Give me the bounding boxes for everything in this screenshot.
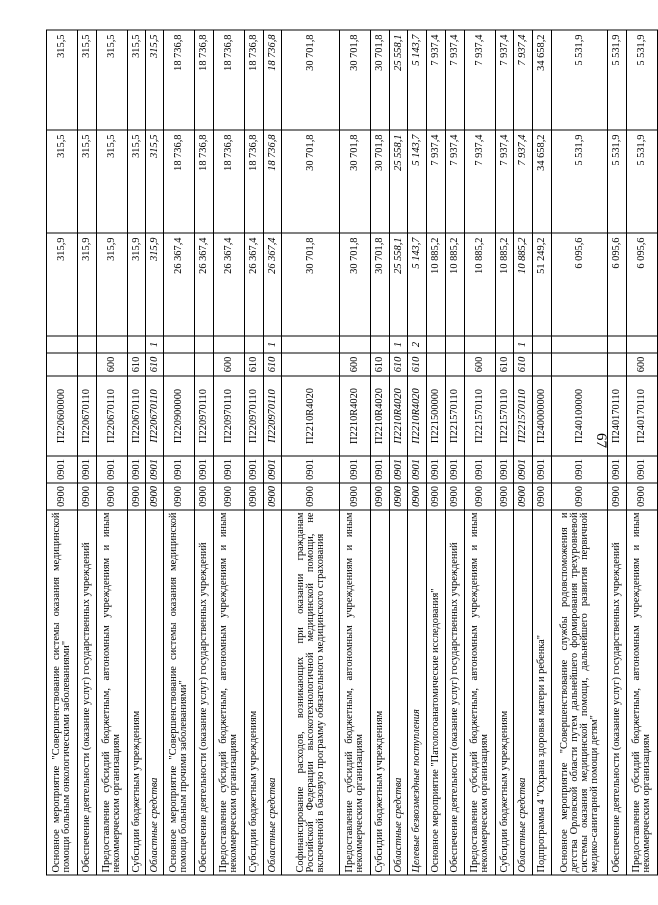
amount-year-1: 26 367,4 — [245, 233, 264, 336]
amount-year-2: 5 143,7 — [408, 130, 427, 233]
amount-year-2: 315,5 — [146, 130, 164, 233]
amount-year-1: 315,9 — [128, 233, 146, 336]
amount-year-3: 315,5 — [78, 30, 97, 130]
expense-type-code — [78, 353, 97, 376]
amount-year-1: 315,9 — [97, 233, 128, 336]
expense-type-code — [164, 353, 195, 376]
target-article-code: П220670110 — [78, 376, 97, 456]
amount-year-1: 6 095,6 — [552, 233, 608, 336]
expense-type-code: 610 — [408, 353, 427, 376]
grbs-code: 0900 — [390, 483, 408, 510]
funding-source-code — [195, 336, 214, 353]
target-article-code: П2210R4020 — [371, 376, 390, 456]
grbs-code: 0900 — [78, 483, 97, 510]
grbs-code: 0900 — [552, 483, 608, 510]
page-number: 67 — [593, 433, 609, 448]
expense-type-code — [608, 353, 627, 376]
amount-year-1: 10 885,2 — [496, 233, 514, 336]
expense-type-code — [427, 353, 446, 376]
funding-source-code: 2 — [408, 336, 427, 353]
funding-source-code — [552, 336, 608, 353]
amount-year-2: 315,5 — [78, 130, 97, 233]
target-article-code: П2210R4020 — [390, 376, 408, 456]
section-code: 0901 — [627, 456, 658, 483]
expense-type-code: 610 — [371, 353, 390, 376]
amount-year-3: 18 736,8 — [195, 30, 214, 130]
expense-type-code: 610 — [146, 353, 164, 376]
amount-year-3: 7 937,4 — [465, 30, 496, 130]
row-name: Предоставление субсидий бюджетным, автономным учреждениям и иным некоммерческим организациям — [97, 510, 128, 875]
grbs-code: 0900 — [146, 483, 164, 510]
expense-type-code: 610 — [496, 353, 514, 376]
amount-year-1: 5 143,7 — [408, 233, 427, 336]
row-name: Обеспечение деятельности (оказание услуг) государственных учреждений — [195, 510, 214, 875]
row-name: Областные средства — [264, 510, 282, 875]
amount-year-1: 30 701,8 — [340, 233, 371, 336]
grbs-code: 0900 — [264, 483, 282, 510]
target-article-code: П2210R4020 — [408, 376, 427, 456]
expense-type-code — [552, 353, 608, 376]
funding-source-code — [465, 336, 496, 353]
table-row — [408, 30, 427, 875]
expense-type-code — [282, 353, 340, 376]
amount-year-3: 18 736,8 — [164, 30, 195, 130]
row-name: Основное мероприятие "Совершенствование системы оказания медицинской помощи больным онкологическими заболеваниями" — [47, 510, 78, 875]
grbs-code: 0900 — [195, 483, 214, 510]
grbs-code: 0900 — [496, 483, 514, 510]
table-row — [608, 30, 627, 875]
section-code: 0901 — [465, 456, 496, 483]
funding-source-code — [446, 336, 465, 353]
grbs-code: 0900 — [427, 483, 446, 510]
table-row — [195, 30, 214, 875]
row-name: Областные средства — [514, 510, 533, 875]
amount-year-2: 18 736,8 — [264, 130, 282, 233]
table-row — [427, 30, 446, 875]
grbs-code: 0900 — [340, 483, 371, 510]
section-code: 0901 — [214, 456, 245, 483]
target-article-code: П221570110 — [496, 376, 514, 456]
table-row — [514, 30, 533, 875]
expense-type-code: 600 — [465, 353, 496, 376]
grbs-code: 0900 — [446, 483, 465, 510]
row-name: Областные средства — [146, 510, 164, 875]
table-row — [496, 30, 514, 875]
section-code: 0901 — [47, 456, 78, 483]
amount-year-2: 7 937,4 — [465, 130, 496, 233]
section-code: 0901 — [78, 456, 97, 483]
amount-year-3: 5 531,9 — [608, 30, 627, 130]
amount-year-3: 5 531,9 — [552, 30, 608, 130]
section-code: 0901 — [97, 456, 128, 483]
funding-source-code — [427, 336, 446, 353]
target-article-code: П220970110 — [264, 376, 282, 456]
expense-type-code: 610 — [245, 353, 264, 376]
target-article-code: П221570110 — [514, 376, 533, 456]
amount-year-2: 34 658,2 — [533, 130, 552, 233]
amount-year-3: 315,5 — [47, 30, 78, 130]
funding-source-code — [627, 336, 658, 353]
section-code: 0901 — [371, 456, 390, 483]
grbs-code: 0900 — [128, 483, 146, 510]
expense-type-code: 600 — [627, 353, 658, 376]
amount-year-1: 6 095,6 — [627, 233, 658, 336]
row-name: Обеспечение деятельности (оказание услуг) государственных учреждений — [446, 510, 465, 875]
table-row — [552, 30, 608, 875]
section-code: 0901 — [164, 456, 195, 483]
section-code: 0901 — [195, 456, 214, 483]
amount-year-2: 5 531,9 — [552, 130, 608, 233]
expense-type-code: 600 — [97, 353, 128, 376]
section-code: 0901 — [264, 456, 282, 483]
budget-table-body — [47, 30, 658, 875]
row-name: Субсидии бюджетным учреждениям — [245, 510, 264, 875]
section-code: 0901 — [282, 456, 340, 483]
amount-year-1: 30 701,8 — [282, 233, 340, 336]
target-article-code: П220900000 — [164, 376, 195, 456]
table-row — [371, 30, 390, 875]
expense-type-code — [533, 353, 552, 376]
row-name: Предоставление субсидий бюджетным, автономным учреждениям и иным некоммерческим организациям — [465, 510, 496, 875]
row-name: Областные средства — [390, 510, 408, 875]
table-row — [245, 30, 264, 875]
amount-year-1: 10 885,2 — [465, 233, 496, 336]
row-name: Предоставление субсидий бюджетным, автономным учреждениям и иным некоммерческим организациям — [340, 510, 371, 875]
funding-source-code — [47, 336, 78, 353]
table-row — [533, 30, 552, 875]
amount-year-3: 7 937,4 — [446, 30, 465, 130]
table-row — [264, 30, 282, 875]
funding-source-code — [608, 336, 627, 353]
section-code: 0901 — [340, 456, 371, 483]
target-article-code: П220600000 — [47, 376, 78, 456]
expense-type-code — [195, 353, 214, 376]
expense-type-code: 610 — [514, 353, 533, 376]
grbs-code: 0900 — [533, 483, 552, 510]
table-row — [465, 30, 496, 875]
funding-source-code — [128, 336, 146, 353]
amount-year-1: 10 885,2 — [514, 233, 533, 336]
amount-year-2: 18 736,8 — [195, 130, 214, 233]
expense-type-code: 600 — [214, 353, 245, 376]
funding-source-code — [214, 336, 245, 353]
funding-source-code: 1 — [146, 336, 164, 353]
section-code: 0901 — [146, 456, 164, 483]
amount-year-3: 315,5 — [97, 30, 128, 130]
funding-source-code: 1 — [264, 336, 282, 353]
funding-source-code — [282, 336, 340, 353]
target-article-code: П240100000 — [552, 376, 608, 456]
amount-year-1: 10 885,2 — [427, 233, 446, 336]
amount-year-2: 18 736,8 — [214, 130, 245, 233]
grbs-code: 0900 — [164, 483, 195, 510]
table-row — [390, 30, 408, 875]
table-row — [78, 30, 97, 875]
target-article-code: П220970110 — [245, 376, 264, 456]
section-code: 0901 — [514, 456, 533, 483]
budget-table-container — [46, 30, 652, 875]
row-name: Субсидии бюджетным учреждениям — [496, 510, 514, 875]
amount-year-2: 7 937,4 — [496, 130, 514, 233]
table-row — [627, 30, 658, 875]
amount-year-3: 30 701,8 — [282, 30, 340, 130]
target-article-code: П220970110 — [195, 376, 214, 456]
amount-year-2: 18 736,8 — [164, 130, 195, 233]
target-article-code: П240170110 — [608, 376, 627, 456]
amount-year-1: 315,9 — [47, 233, 78, 336]
table-row — [214, 30, 245, 875]
expense-type-code: 610 — [390, 353, 408, 376]
funding-source-code — [340, 336, 371, 353]
funding-source-code: 1 — [390, 336, 408, 353]
expense-type-code: 610 — [128, 353, 146, 376]
table-row — [128, 30, 146, 875]
funding-source-code — [496, 336, 514, 353]
amount-year-2: 315,5 — [128, 130, 146, 233]
amount-year-1: 315,9 — [78, 233, 97, 336]
amount-year-2: 7 937,4 — [514, 130, 533, 233]
amount-year-1: 26 367,4 — [214, 233, 245, 336]
amount-year-3: 18 736,8 — [214, 30, 245, 130]
section-code: 0901 — [128, 456, 146, 483]
row-name: Субсидии бюджетным учреждениям — [128, 510, 146, 875]
section-code: 0901 — [552, 456, 608, 483]
amount-year-1: 315,9 — [146, 233, 164, 336]
amount-year-2: 30 701,8 — [282, 130, 340, 233]
funding-source-code — [371, 336, 390, 353]
grbs-code: 0900 — [408, 483, 427, 510]
table-row — [340, 30, 371, 875]
amount-year-3: 315,5 — [128, 30, 146, 130]
row-name: Предоставление субсидий бюджетным, автономным учреждениям и иным некоммерческим организациям — [627, 510, 658, 875]
grbs-code: 0900 — [47, 483, 78, 510]
budget-table — [46, 29, 658, 875]
table-row — [446, 30, 465, 875]
row-name: Целевые безвозмездные поступления — [408, 510, 427, 875]
row-name: Подпрограмма 4 "Охрана здоровья матери и ребенка" — [533, 510, 552, 875]
section-code: 0901 — [608, 456, 627, 483]
target-article-code: П2210R4020 — [340, 376, 371, 456]
amount-year-1: 26 367,4 — [164, 233, 195, 336]
row-name: Обеспечение деятельности (оказание услуг) государственных учреждений — [78, 510, 97, 875]
grbs-code: 0900 — [282, 483, 340, 510]
amount-year-2: 5 531,9 — [627, 130, 658, 233]
table-row — [146, 30, 164, 875]
funding-source-code — [164, 336, 195, 353]
funding-source-code — [245, 336, 264, 353]
amount-year-3: 5 531,9 — [627, 30, 658, 130]
amount-year-2: 315,5 — [97, 130, 128, 233]
amount-year-3: 30 701,8 — [371, 30, 390, 130]
funding-source-code — [78, 336, 97, 353]
section-code: 0901 — [245, 456, 264, 483]
grbs-code: 0900 — [245, 483, 264, 510]
target-article-code: П221570110 — [446, 376, 465, 456]
grbs-code: 0900 — [608, 483, 627, 510]
funding-source-code — [533, 336, 552, 353]
row-name: Основное мероприятие "Патологоанатомические исследования" — [427, 510, 446, 875]
row-name: Субсидии бюджетным учреждениям — [371, 510, 390, 875]
amount-year-1: 51 249,2 — [533, 233, 552, 336]
grbs-code: 0900 — [371, 483, 390, 510]
section-code: 0901 — [533, 456, 552, 483]
amount-year-1: 30 701,8 — [371, 233, 390, 336]
section-code: 0901 — [496, 456, 514, 483]
expense-type-code — [446, 353, 465, 376]
amount-year-2: 7 937,4 — [446, 130, 465, 233]
expense-type-code — [47, 353, 78, 376]
amount-year-1: 26 367,4 — [264, 233, 282, 336]
amount-year-1: 26 367,4 — [195, 233, 214, 336]
target-article-code: П220670110 — [146, 376, 164, 456]
grbs-code: 0900 — [214, 483, 245, 510]
amount-year-3: 315,5 — [146, 30, 164, 130]
amount-year-3: 34 658,2 — [533, 30, 552, 130]
amount-year-3: 18 736,8 — [245, 30, 264, 130]
target-article-code: П240170110 — [627, 376, 658, 456]
funding-source-code — [97, 336, 128, 353]
expense-type-code: 610 — [264, 353, 282, 376]
amount-year-2: 30 701,8 — [340, 130, 371, 233]
amount-year-3: 25 558,1 — [390, 30, 408, 130]
target-article-code: П221500000 — [427, 376, 446, 456]
amount-year-2: 18 736,8 — [245, 130, 264, 233]
amount-year-1: 25 558,1 — [390, 233, 408, 336]
amount-year-3: 18 736,8 — [264, 30, 282, 130]
target-article-code: П220670110 — [128, 376, 146, 456]
grbs-code: 0900 — [97, 483, 128, 510]
amount-year-1: 6 095,6 — [608, 233, 627, 336]
row-name: Основное мероприятие "Совершенствование системы оказания медицинской помощи больным прочими заболеваниями" — [164, 510, 195, 875]
amount-year-3: 7 937,4 — [514, 30, 533, 130]
section-code: 0901 — [408, 456, 427, 483]
amount-year-2: 5 531,9 — [608, 130, 627, 233]
amount-year-3: 30 701,8 — [340, 30, 371, 130]
table-row — [47, 30, 78, 875]
amount-year-3: 7 937,4 — [427, 30, 446, 130]
section-code: 0901 — [427, 456, 446, 483]
expense-type-code: 600 — [340, 353, 371, 376]
funding-source-code: 1 — [514, 336, 533, 353]
amount-year-2: 25 558,1 — [390, 130, 408, 233]
amount-year-1: 10 885,2 — [446, 233, 465, 336]
row-name: Софинансирование расходов, возникающих при оказании гражданам Российской Федерации высокотехнологичной медицинской помощи, не включенной в базовую программу обязательного медицинского страхования — [282, 510, 340, 875]
target-article-code: П220670110 — [97, 376, 128, 456]
table-row — [164, 30, 195, 875]
target-article-code: П240000000 — [533, 376, 552, 456]
section-code: 0901 — [446, 456, 465, 483]
target-article-code: П221570110 — [465, 376, 496, 456]
amount-year-3: 7 937,4 — [496, 30, 514, 130]
row-name: Основное мероприятие "Совершенствование службы родовспоможения и детства Орловской области путем дальнейшего формирования трехуровневой системы оказания медицинской помощи, дальнейшего развития первичной медико-санитарной помощи детям" — [552, 510, 608, 875]
grbs-code: 0900 — [514, 483, 533, 510]
amount-year-2: 315,5 — [47, 130, 78, 233]
target-article-code: П2210R4020 — [282, 376, 340, 456]
row-name: Предоставление субсидий бюджетным, автономным учреждениям и иным некоммерческим организациям — [214, 510, 245, 875]
amount-year-2: 7 937,4 — [427, 130, 446, 233]
amount-year-2: 30 701,8 — [371, 130, 390, 233]
amount-year-3: 5 143,7 — [408, 30, 427, 130]
table-row — [97, 30, 128, 875]
section-code: 0901 — [390, 456, 408, 483]
row-name: Обеспечение деятельности (оказание услуг) государственных учреждений — [608, 510, 627, 875]
table-row — [282, 30, 340, 875]
grbs-code: 0900 — [465, 483, 496, 510]
target-article-code: П220970110 — [214, 376, 245, 456]
grbs-code: 0900 — [627, 483, 658, 510]
